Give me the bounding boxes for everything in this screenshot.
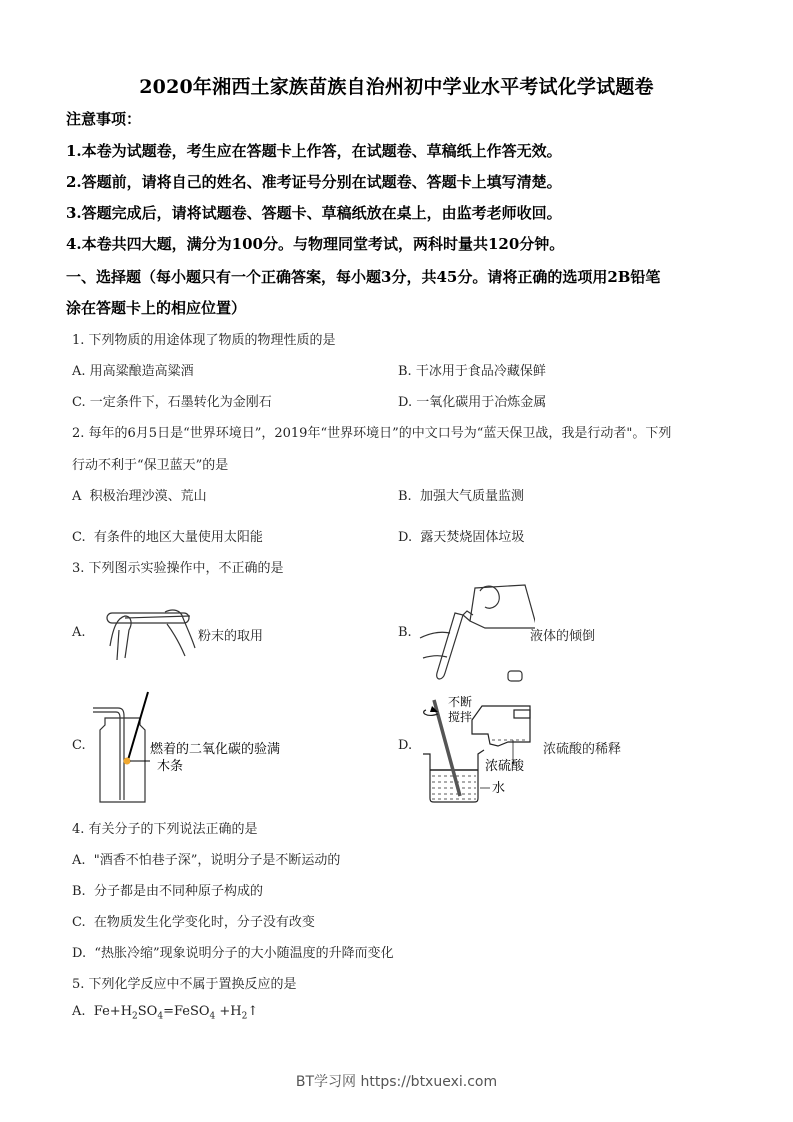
q2-option-b: B. 加强大气质量监测 bbox=[398, 489, 524, 504]
q4-option-b: B. 分子都是由不同种原子构成的 bbox=[72, 884, 263, 899]
q5-option-a: A. $Fe+H_2SO_4=FeSO_4$ $+H_2↑$ bbox=[72, 1004, 259, 1022]
q3-d-annotation-water: 水 bbox=[492, 781, 506, 796]
q1-option-c: C. 一定条件下，石墨转化为金刚石 bbox=[72, 395, 272, 410]
acid-dilution-figure bbox=[418, 692, 548, 804]
q3-option-b-label: B. bbox=[398, 625, 412, 640]
test-tube-powder-figure bbox=[95, 598, 200, 668]
liquid-pouring-figure bbox=[415, 583, 535, 688]
q3-option-b-text: 液体的倾倒 bbox=[530, 629, 596, 644]
q1-option-d: D. 一氧化碳用于冶炼金属 bbox=[398, 395, 547, 410]
question-1-stem: 1. 下列物质的用途体现了物质的物理性质的是 bbox=[72, 333, 336, 348]
q3-option-a-text: 粉末的取用 bbox=[198, 629, 264, 644]
q3-d-annotation-stir-2: 搅拌 bbox=[448, 710, 473, 724]
q3-option-a-label: A. bbox=[72, 625, 86, 640]
notice-item: 2.答题前，请将自己的姓名、准考证号分别在试题卷、答题卡上填写清楚。 bbox=[66, 173, 562, 191]
q4-option-c: C. 在物质发生化学变化时，分子没有改变 bbox=[72, 915, 315, 930]
notice-item: 1.本卷为试题卷，考生应在答题卡上作答，在试题卷、草稿纸上作答无效。 bbox=[66, 142, 562, 160]
q3-option-c-label: C. bbox=[72, 738, 86, 753]
q1-option-a: A. 用高粱酿造高粱酒 bbox=[72, 364, 194, 379]
q3-option-c-text: 燃着的二氧化碳的验满 bbox=[150, 742, 281, 757]
notice-heading: 注意事项： bbox=[66, 110, 142, 128]
q1-option-b: B. 干冰用于食品冷藏保鲜 bbox=[398, 364, 546, 379]
footer-watermark: BT学习网 https://btxuexi.com bbox=[295, 1074, 498, 1090]
question-2-stem-cont: 行动不利于“保卫蓝天”的是 bbox=[72, 458, 229, 473]
notice-item: 4.本卷共四大题，满分为100分。与物理同堂考试，两科时量共120分钟。 bbox=[66, 235, 565, 253]
notice-item: 3.答题完成后，请将试题卷、答题卡、草稿纸放在桌上，由监考老师收回。 bbox=[66, 204, 562, 222]
q2-option-c: C. 有条件的地区大量使用太阳能 bbox=[72, 530, 263, 545]
q2-option-d: D. 露天焚烧固体垃圾 bbox=[398, 530, 525, 545]
section-heading-cont: 涂在答题卡上的相应位置） bbox=[66, 299, 247, 317]
section-heading: 一、选择题（每小题只有一个正确答案，每小题3分，共45分。请将正确的选项用2B铅笔 bbox=[66, 268, 661, 286]
exam-title: 2020年湘西土家族苗族自治州初中学业水平考试化学试题卷 bbox=[139, 76, 654, 98]
q3-option-d-label: D. bbox=[398, 738, 413, 753]
q3-d-annotation-stir-1: 不断 bbox=[448, 695, 473, 709]
q4-option-a: A. "酒香不怕巷子深”，说明分子是不断运动的 bbox=[72, 853, 341, 868]
q3-option-d-text: 浓硫酸的稀释 bbox=[543, 742, 622, 757]
question-5-stem: 5. 下列化学反应中不属于置换反应的是 bbox=[72, 977, 297, 992]
q3-d-annotation-acid: 浓硫酸 bbox=[485, 759, 525, 774]
question-2-stem: 2. 每年的6月5日是“世界环境日”，2019年“世界环境日”的中文口号为“蓝天保卫战，我是行动者"。下列 bbox=[72, 426, 672, 441]
q2-option-a: A 积极治理沙漠、荒山 bbox=[72, 489, 207, 504]
question-4-stem: 4. 有关分子的下列说法正确的是 bbox=[72, 822, 258, 837]
question-3-stem: 3. 下列图示实验操作中，不正确的是 bbox=[72, 561, 284, 576]
chemical-equation: $Fe+H_2SO_4=FeSO_4$ $+H_2↑$ bbox=[93, 1004, 259, 1022]
q3-option-c-annotation: 木条 bbox=[157, 759, 184, 774]
q4-option-d: D. “热胀冷缩”现象说明分子的大小随温度的升降而变化 bbox=[72, 946, 394, 961]
